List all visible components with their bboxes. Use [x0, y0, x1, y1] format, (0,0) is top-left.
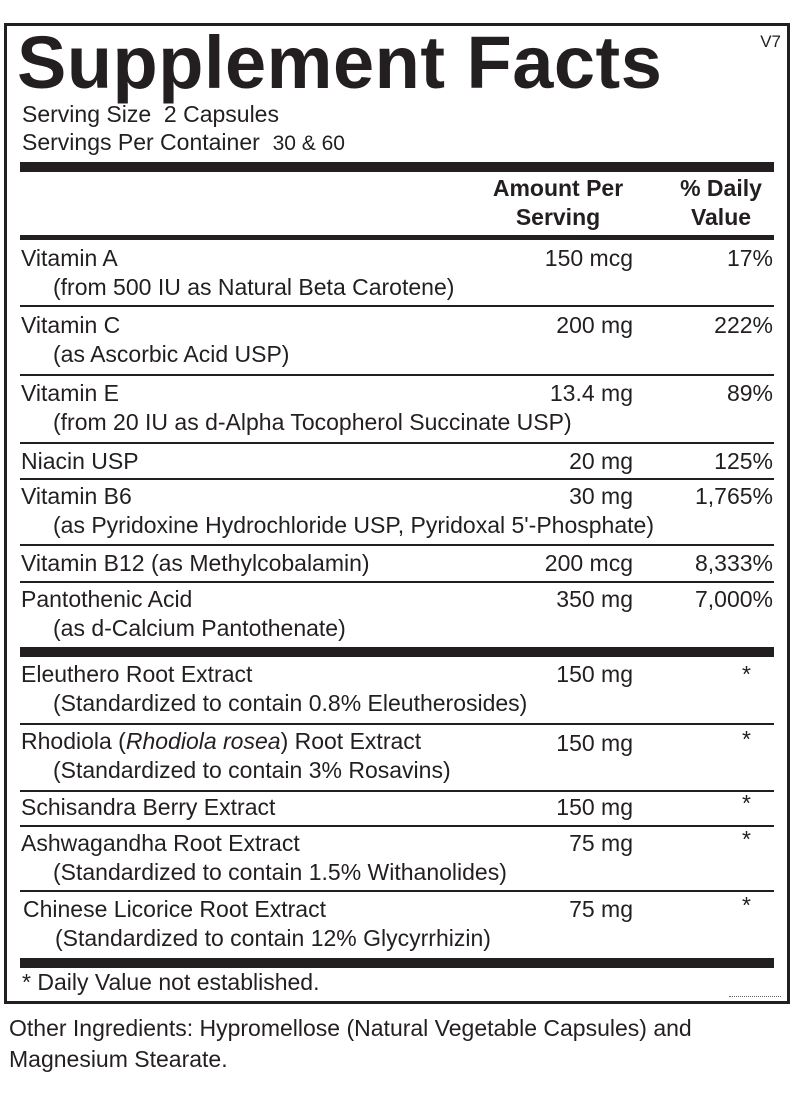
- nutrient-name: Vitamin C: [21, 312, 121, 338]
- herbal-name: Chinese Licorice Root Extract: [23, 896, 326, 922]
- nutrient-daily-value: 89%: [726, 380, 773, 406]
- row-divider: [20, 544, 774, 546]
- nutrient-source: (from 500 IU as Natural Beta Carotene): [53, 274, 455, 300]
- herbal-daily-value: *: [742, 892, 751, 918]
- nutrient-source: (as d-Calcium Pantothenate): [53, 615, 346, 641]
- thick-divider-top: [20, 162, 774, 172]
- row-divider: [20, 723, 774, 725]
- herbal-amount: 75 mg: [569, 830, 633, 856]
- header-dv-line1: % Daily: [680, 175, 762, 201]
- herbal-amount: 150 mg: [556, 661, 633, 687]
- herbal-standardization: (Standardized to contain 0.8% Eleutherosides): [53, 690, 528, 716]
- nutrient-amount: 200 mcg: [544, 550, 633, 576]
- herbal-standardization: (Standardized to contain 12% Glycyrrhizin): [55, 925, 491, 951]
- row-divider: [20, 790, 774, 792]
- herbal-daily-value: *: [742, 790, 751, 816]
- servings-per-container-label: Servings Per Container: [22, 129, 260, 155]
- serving-size: [22, 101, 279, 128]
- herbal-name-post: ) Root Extract: [280, 728, 422, 754]
- herbal-name: Ashwagandha Root Extract: [21, 830, 300, 856]
- nutrient-amount: 200 mg: [556, 312, 633, 338]
- herbal-amount: 150 mg: [556, 794, 633, 820]
- thick-divider-middle: [20, 647, 774, 657]
- row-divider: [20, 581, 774, 583]
- herbal-name: Schisandra Berry Extract: [21, 794, 276, 820]
- nutrient-amount: 150 mcg: [544, 245, 633, 271]
- row-divider: [20, 890, 774, 892]
- nutrient-amount: 20 mg: [569, 448, 633, 474]
- thick-divider-bottom: [20, 958, 774, 968]
- header-daily-value: [665, 174, 777, 232]
- herbal-name: [21, 727, 421, 756]
- herbal-latin-name: Rhodiola rosea: [125, 728, 281, 754]
- servings-per-container: [22, 129, 345, 156]
- other-ingredients: Other Ingredients: Hypromellose (Natural Vegetable Capsules) and Magnesium Stearate.: [9, 1015, 692, 1072]
- row-divider: [20, 374, 774, 376]
- label-title: Supplement Facts: [17, 21, 663, 104]
- row-divider: [20, 442, 774, 444]
- row-divider: [20, 825, 774, 827]
- servings-per-container-value: 30 & 60: [272, 132, 345, 155]
- serving-size-label: Serving Size: [22, 101, 152, 127]
- version-code: V7: [760, 32, 781, 51]
- row-divider: [20, 305, 774, 307]
- row-divider: [20, 478, 774, 480]
- nutrient-source: (as Ascorbic Acid USP): [53, 341, 290, 367]
- nutrient-daily-value: 17%: [726, 245, 773, 271]
- nutrient-name: Niacin USP: [21, 448, 139, 474]
- nutrient-name: Vitamin B6: [21, 483, 132, 509]
- nutrient-name: Vitamin B12 (as Methylcobalamin): [21, 550, 370, 576]
- herbal-name-pre: Rhodiola (: [21, 728, 126, 754]
- herbal-standardization: (Standardized to contain 3% Rosavins): [53, 757, 451, 783]
- nutrient-name: Vitamin A: [21, 245, 118, 271]
- header-amount-per-serving: [470, 174, 646, 232]
- herbal-name: Eleuthero Root Extract: [21, 661, 253, 687]
- medium-divider: [20, 235, 774, 240]
- herbal-amount: 150 mg: [556, 730, 633, 756]
- header-amount-line2: Serving: [515, 204, 601, 230]
- nutrient-amount: 13.4 mg: [549, 380, 633, 406]
- nutrient-name: Vitamin E: [21, 380, 120, 406]
- nutrient-daily-value: 125%: [714, 448, 773, 474]
- herbal-daily-value: *: [742, 661, 751, 687]
- nutrient-daily-value: 1,765%: [694, 483, 773, 509]
- nutrient-source: (from 20 IU as d-Alpha Tocopherol Succinate USP): [53, 409, 572, 435]
- daily-value-footnote: * Daily Value not established.: [22, 969, 320, 995]
- nutrient-daily-value: 222%: [714, 312, 773, 338]
- herbal-daily-value: *: [742, 826, 751, 852]
- nutrient-daily-value: 8,333%: [694, 550, 773, 576]
- nutrient-name: Pantothenic Acid: [21, 586, 193, 612]
- herbal-amount: 75 mg: [569, 896, 633, 922]
- header-amount-line1: Amount Per: [492, 175, 624, 201]
- header-dv-line2: Value: [690, 204, 752, 230]
- supplement-facts-panel: [4, 23, 790, 1004]
- nutrient-daily-value: 7,000%: [694, 586, 773, 612]
- serving-size-value: 2 Capsules: [163, 101, 279, 127]
- herbal-standardization: (Standardized to contain 1.5% Withanolides): [53, 859, 507, 885]
- nutrient-source: (as Pyridoxine Hydrochloride USP, Pyridoxal 5'-Phosphate): [53, 512, 654, 538]
- dotted-mark: [729, 996, 781, 997]
- nutrient-amount: 350 mg: [556, 586, 633, 612]
- nutrient-amount: 30 mg: [569, 483, 633, 509]
- herbal-daily-value: *: [742, 726, 751, 752]
